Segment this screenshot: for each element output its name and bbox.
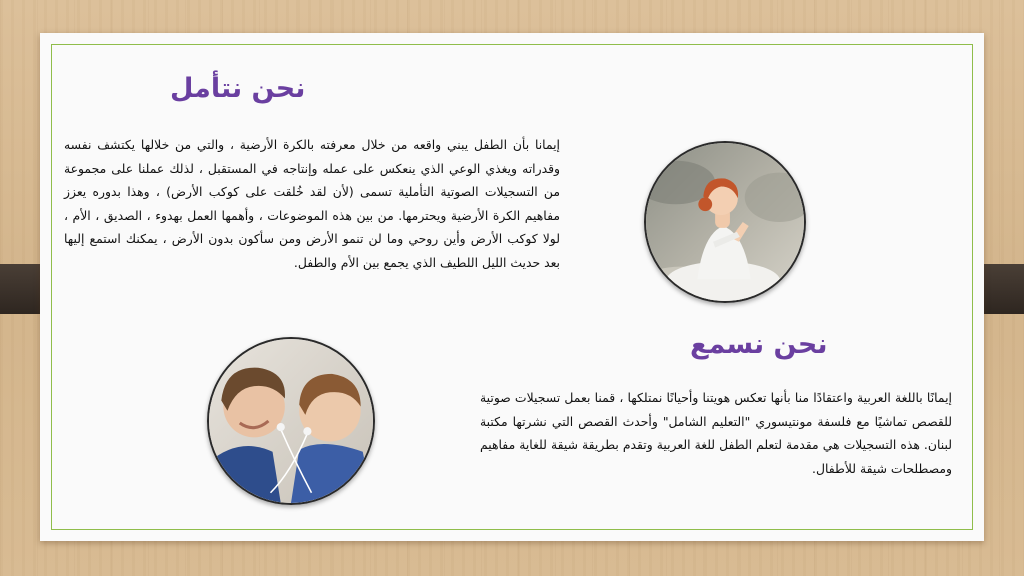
section1-body: إيمانا بأن الطفل يبني واقعه من خلال معرفته بالكرة الأرضية ، والتي من خلالها يكتشف نفسه وقدراته ويغذي الوعي الذي ينعكس على عمله وإنتاجه في المستقبل ، لذلك عملنا على مجموعة من التسجيلات الصوتية التأملية تسمى (لأن لقد خُلقت على كوكب الأرض) ، وهذا بدوره يعزز مفاهيم الكرة الأرضية ويحترمها. من بين هذه الموضوعات ، وأهمها العمل بهدوء ، الصديق ، الأم ، لولا كوكب الأرض وأين روحي وما لن تنمو الأرض ومن سأكون بدون الأرض ، يمكنك استمع إليها بعد حديث الليل اللطيف الذي يجمع بين الأم والطفل. (64, 137, 560, 270)
section1-heading: نحن نتأمل (170, 73, 306, 104)
left-side-tab (0, 264, 40, 314)
slide-card (40, 33, 984, 541)
children-listening-headphones-photo (207, 337, 375, 505)
section2-heading: نحن نسمع (690, 329, 828, 360)
section2-body: إيمانًا باللغة العربية واعتقادًا منا بأنها تعكس هويتنا وأحيانًا نمتلكها ، قمنا بعمل تسجيلات صوتية للقصص تماشيًا مع فلسفة مونتيسوري "التعليم الشامل" وأحدث القصص التي نشرتها مكتبة لبنان. هذه التسجيلات هي مقدمة لتعلم الطفل للغة العربية وتقدم بطريقة شيقة للغاية مفاهيم ومصطلحات شيقة للأطفال. (480, 390, 952, 476)
right-side-tab (984, 264, 1024, 314)
meditating-girl-photo (644, 141, 806, 303)
